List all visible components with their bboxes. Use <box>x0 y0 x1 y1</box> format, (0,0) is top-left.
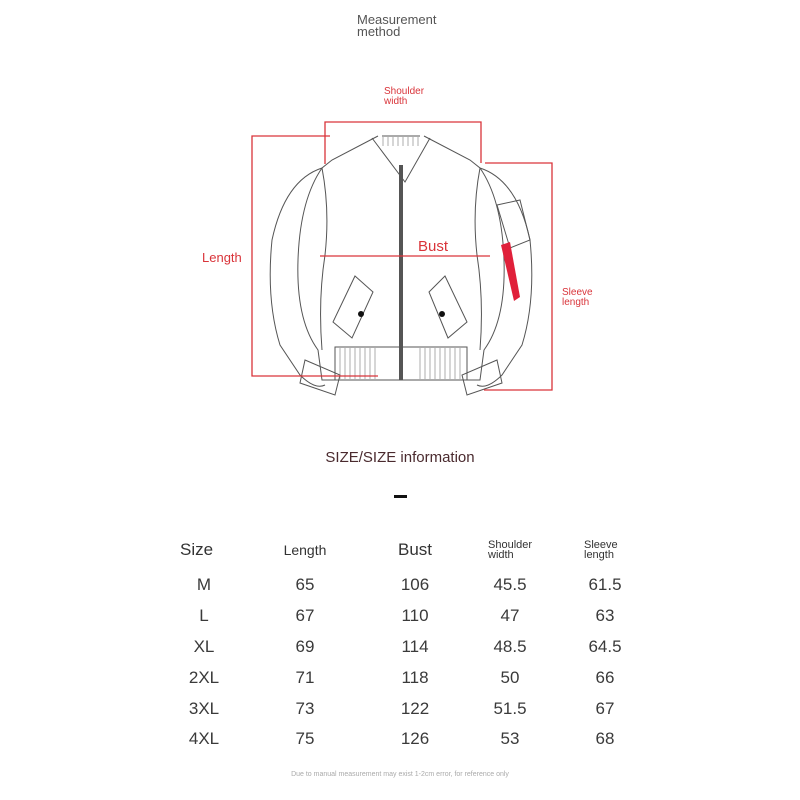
cell-length: 75 <box>295 729 315 749</box>
header-sleeve-line-2: length <box>584 549 614 561</box>
header-size: Size <box>180 540 214 559</box>
shoulder-label-line-1: Shoulder <box>384 86 425 97</box>
table-row <box>168 570 650 601</box>
cell-size: XL <box>193 636 215 656</box>
cell-bust: 110 <box>401 606 429 626</box>
cell-size: 3XL <box>188 698 220 718</box>
header-shoulder-line-1: Shoulder <box>488 539 533 551</box>
sleeve-label-line-1: Sleeve <box>562 287 593 298</box>
table-row <box>168 724 650 755</box>
cell-bust: 114 <box>401 636 429 656</box>
cell-length: 73 <box>295 698 315 718</box>
size-information-heading: SIZE/SIZE information <box>325 449 475 466</box>
size-table <box>168 530 650 755</box>
cell-size: 4XL <box>188 729 220 749</box>
cell-sleeve: 63 <box>595 606 615 626</box>
cell-length: 69 <box>295 636 315 656</box>
header-sleeve-length <box>560 530 650 570</box>
cell-sleeve: 61.5 <box>588 575 622 595</box>
header-sleeve-line-1: Sleeve <box>584 539 618 551</box>
cell-bust: 126 <box>400 729 430 749</box>
header-bust-text: Bust <box>397 540 433 559</box>
cell-sleeve: 67 <box>595 698 615 718</box>
table-row <box>168 601 650 632</box>
length-label: Length <box>202 250 242 265</box>
title-line-2: method <box>357 24 401 39</box>
header-shoulder-width <box>460 530 560 570</box>
cell-length: 65 <box>295 575 315 595</box>
cell-shoulder: 45.5 <box>493 575 527 595</box>
table-header-row <box>168 530 650 570</box>
table-row <box>168 662 650 693</box>
cell-size: L <box>199 606 209 626</box>
bust-label: Bust <box>418 238 449 255</box>
cell-sleeve: 66 <box>595 667 615 687</box>
table-row <box>168 632 650 663</box>
cell-bust: 106 <box>400 575 430 595</box>
cell-size: 2XL <box>188 667 220 687</box>
cell-size: M <box>196 575 212 595</box>
header-bust <box>370 530 460 570</box>
cell-bust: 118 <box>401 667 429 687</box>
sleeve-length-label <box>562 288 593 308</box>
shoulder-label-line-2: width <box>384 96 408 107</box>
cell-shoulder: 51.5 <box>493 698 527 718</box>
title-line-1: Measurement <box>357 12 437 27</box>
header-length: Length <box>283 542 327 558</box>
cell-sleeve: 64.5 <box>588 636 622 656</box>
cell-length: 67 <box>295 606 315 626</box>
table-row <box>168 693 650 724</box>
header-shoulder-line-2: width <box>488 549 514 561</box>
cell-bust: 122 <box>400 698 430 718</box>
cell-length: 71 <box>295 667 315 687</box>
cell-shoulder: 50 <box>500 667 520 687</box>
cell-shoulder: 47 <box>500 606 520 626</box>
sleeve-label-line-2: length <box>562 297 590 308</box>
cell-shoulder: 48.5 <box>493 636 527 656</box>
shoulder-width-label <box>384 87 424 107</box>
cell-sleeve: 68 <box>595 729 615 749</box>
cell-shoulder: 53 <box>500 729 520 749</box>
section-divider <box>394 495 407 498</box>
measurement-disclaimer: Due to manual measurement may exist 1-2cm error, for reference only <box>291 771 509 778</box>
